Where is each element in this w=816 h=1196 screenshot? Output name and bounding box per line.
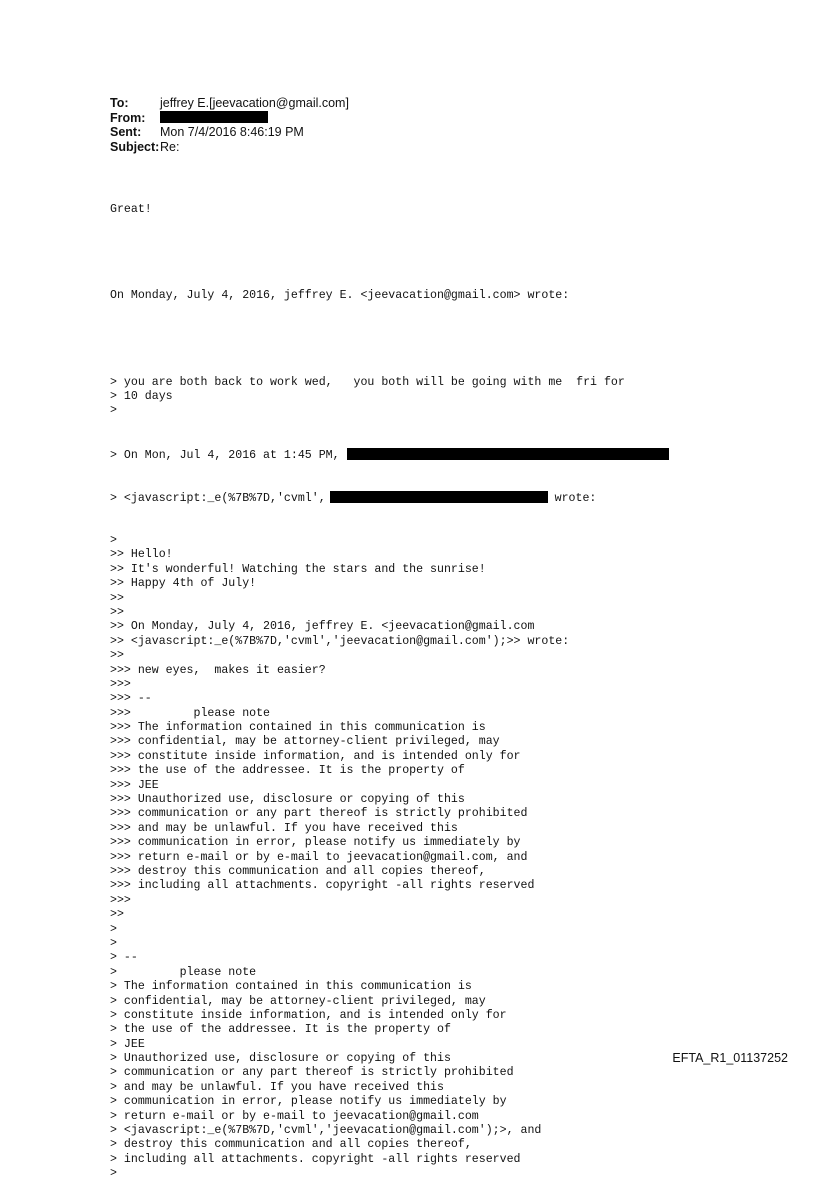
quoted-line: > and may be unlawful. If you have received this — [110, 1080, 444, 1094]
quoted-line: > -- — [110, 951, 138, 965]
quoted-line: >> Hello! — [110, 548, 173, 562]
quoted-line: > including all attachments. copyright -all rights reserved — [110, 1152, 521, 1166]
quoted-line: > return e-mail or by e-mail to jeevacation@gmail.com — [110, 1109, 479, 1123]
greeting: Great! — [110, 202, 152, 216]
quoted-line: >>> new eyes, makes it easier? — [110, 663, 326, 677]
quoted-line: > JEE — [110, 1037, 145, 1051]
blank-line — [110, 246, 669, 260]
quoted-line: > you are both back to work wed, you both will be going with me fri for — [110, 375, 625, 389]
email-header — [110, 96, 349, 154]
quoted-line: >>> confidential, may be attorney-client privileged, may — [110, 735, 500, 749]
redaction-box — [160, 111, 268, 123]
quoted-block-1 — [110, 376, 669, 419]
quoted-line: >> — [110, 649, 124, 663]
quoted-line: > confidential, may be attorney-client privileged, may — [110, 994, 486, 1008]
quoted-line: >>> including all attachments. copyright -all rights reserved — [110, 879, 535, 893]
quoted-line: >>> and may be unlawful. If you have received this — [110, 821, 458, 835]
subject-row — [110, 140, 349, 155]
quoted-line: >>> -- — [110, 692, 152, 706]
quoted-line: >>> — [110, 893, 131, 907]
redaction-box — [330, 491, 548, 503]
sent-value: Mon 7/4/2016 8:46:19 PM — [160, 125, 304, 139]
quoted-header-line — [110, 448, 669, 462]
quoted-header-text: wrote: — [547, 491, 597, 505]
to-value: jeffrey E.[jeevacation@gmail.com] — [160, 96, 349, 110]
quoted-line: >>> destroy this communication and all copies thereof, — [110, 865, 486, 878]
quoted-line: >> On Monday, July 4, 2016, jeffrey E. <jeevacation@gmail.com — [110, 620, 535, 634]
quoted-line: >> — [110, 605, 124, 619]
quoted-line: > please note — [110, 965, 257, 979]
quoted-line: > Unauthorized use, disclosure or copying of this — [110, 1052, 451, 1066]
quoted-line: > 10 days — [110, 390, 173, 404]
to-label: To: — [110, 96, 129, 110]
blank-line — [110, 332, 669, 346]
quoted-line: >>> return e-mail or by e-mail to jeevacation@gmail.com, and — [110, 850, 528, 864]
subject-label: Subject: — [110, 139, 160, 154]
document-id: EFTA_R1_01137252 — [672, 1051, 788, 1065]
quoted-line: > <javascript:_e(%7B%7D,'cvml','jeevacation@gmail.com');>, and — [110, 1124, 542, 1138]
sent-label: Sent: — [110, 125, 142, 139]
quoted-line: >>> please note — [110, 706, 271, 720]
quoted-line: >> Happy 4th of July! — [110, 577, 257, 591]
subject-value: Re: — [160, 139, 180, 154]
quoted-line: >>> constitute inside information, and is intended only for — [110, 749, 521, 763]
quoted-line: > the use of the addressee. It is the property of — [110, 1023, 451, 1037]
quoted-line: >>> communication or any part thereof is strictly prohibited — [110, 807, 528, 821]
quoted-line: > constitute inside information, and is intended only for — [110, 1008, 507, 1022]
quoted-line: >> <javascript:_e(%7B%7D,'cvml','jeevacation@gmail.com');>> wrote: — [110, 634, 570, 648]
quoted-line: > — [110, 1167, 117, 1181]
quoted-line: > — [110, 922, 117, 936]
quoted-line: >> — [110, 908, 124, 922]
quoted-line: >> — [110, 591, 124, 605]
from-label: From: — [110, 110, 146, 125]
quoted-line: > — [110, 404, 117, 418]
sent-row — [110, 125, 349, 140]
to-row — [110, 96, 349, 111]
quoted-line: >>> The information contained in this communication is — [110, 721, 486, 735]
quoted-line: >>> JEE — [110, 778, 159, 792]
from-row — [110, 111, 349, 126]
quoted-header-text: > On Mon, Jul 4, 2016 at 1:45 PM, — [110, 448, 347, 462]
quoted-line: >>> the use of the addressee. It is the property of — [110, 764, 465, 778]
quoted-line: >>> — [110, 677, 131, 691]
quoted-header-line — [110, 491, 669, 505]
quoted-line: > communication or any part thereof is strictly prohibited — [110, 1066, 514, 1080]
quoted-line: >>> communication in error, please notify us immediately by — [110, 836, 521, 850]
quoted-line: >>> Unauthorized use, disclosure or copying of this — [110, 793, 465, 807]
email-body — [110, 174, 669, 1196]
quoted-header-text: > <javascript:_e(%7B%7D,'cvml', — [110, 491, 326, 505]
quoted-line: > communication in error, please notify us immediately by — [110, 1095, 507, 1109]
quoted-line: > destroy this communication and all copies thereof, — [110, 1138, 472, 1152]
redaction-box — [347, 448, 669, 460]
quoted-line: > The information contained in this communication is — [110, 980, 472, 994]
quoted-block-2 — [110, 534, 669, 1182]
quoted-line: >> It's wonderful! Watching the stars and the sunrise! — [110, 562, 486, 576]
wrote-line: On Monday, July 4, 2016, jeffrey E. <jeevacation@gmail.com> wrote: — [110, 289, 570, 303]
quoted-line: > — [110, 534, 117, 548]
quoted-line: > — [110, 936, 117, 950]
